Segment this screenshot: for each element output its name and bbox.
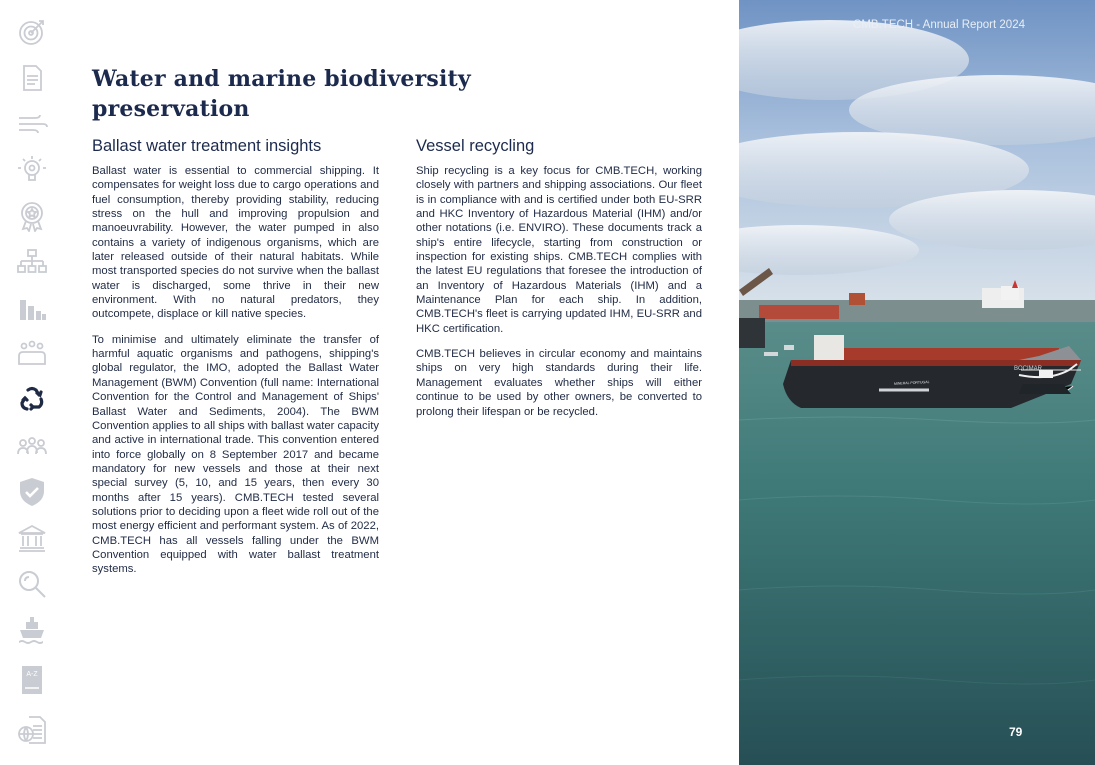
section-heading: Vessel recycling bbox=[416, 137, 535, 155]
hull-name: MINERAL PORTUGAL bbox=[894, 380, 930, 386]
shield-check-icon[interactable] bbox=[14, 474, 50, 510]
globe-document-icon[interactable] bbox=[14, 712, 50, 748]
paragraph: CMB.TECH believes in circular economy and maintains ships on very high standards during their life. Management evaluates whether ships will either continue to be used by other owners, be converted to prolong their lifespan or be recycled. bbox=[416, 348, 702, 418]
running-header: CMB.TECH - Annual Report 2024 bbox=[853, 19, 1025, 31]
wind-icon[interactable] bbox=[14, 106, 50, 142]
ship-photo bbox=[739, 0, 1095, 765]
org-chart-icon[interactable] bbox=[14, 244, 50, 280]
people-group-icon[interactable] bbox=[14, 336, 50, 372]
ship-icon[interactable] bbox=[14, 612, 50, 648]
target-icon[interactable] bbox=[14, 14, 50, 50]
section-heading: Ballast water treatment insights bbox=[92, 137, 322, 155]
page-title: Water and marine biodiversity preservation bbox=[92, 66, 471, 122]
paragraph: To minimise and ultimately eliminate the transfer of harmful aquatic organisms and pathogens, shipping's global regulator, the IMO, adopted the Ballast Water Management (BWM) Convention (full name: International Convention for the Control and Management of Ships' Ballast Water and Sediments, 2004). The BWM Convention applies to all ships with ballast water capacity and active in international trade. This convention entered into force globally on 8 September 2017 and became mandatory for new vessels and those at their next special survey (5, 10, and 15 years, then every 30 months after 15 years). CMB.TECH tested several solutions prior to deciding upon a fleet wide roll out of the most energy efficient and performant system. As of 2022, CMB.TECH has all vessels falling under the BWM Convention equipped with water ballast treatment systems. bbox=[92, 333, 379, 576]
paragraph: Ballast water is essential to commercial shipping. It compensates for weight loss due to cargo operations and fuel consumption, thereby providing stability, reducing stress on the hull and improving propulsion and manoeuvrability. However, the water pumped in also contains a variety of indigenous organisms, which are later released outside of their natural habitats. While most transported species do not survive when the ballast water is discharged, some thrive in their new environment. With no natural predators, they outcompete, displace or kill native species. bbox=[92, 165, 379, 321]
recycle-icon[interactable] bbox=[14, 382, 50, 418]
search-icon[interactable] bbox=[14, 566, 50, 602]
ballast-water-section bbox=[92, 136, 379, 588]
vessel-recycling-section bbox=[416, 136, 702, 430]
document-icon[interactable] bbox=[14, 60, 50, 96]
bank-icon[interactable] bbox=[14, 520, 50, 556]
team-icon[interactable] bbox=[14, 428, 50, 464]
glossary-label: A-Z bbox=[26, 671, 38, 678]
sidebar-nav bbox=[0, 0, 66, 765]
ship-photo-illustration bbox=[739, 0, 1095, 765]
award-icon[interactable] bbox=[14, 198, 50, 234]
glossary-icon[interactable] bbox=[14, 662, 50, 698]
lightbulb-icon[interactable] bbox=[14, 152, 50, 188]
bar-chart-icon[interactable] bbox=[14, 290, 50, 326]
page-number: 79 bbox=[1009, 725, 1023, 739]
paragraph: Ship recycling is a key focus for CMB.TECH, working closely with partners and shipping associations. Our fleet is in compliance with and is certified under both EU-SRR and HKC Inventory of Hazardous Material (IHM) and/or other notations (i.e. ENVIRO). These documents track a ship's entire lifecycle, starting from construction or inspection for existing ships. CMB.TECH complies with the latest EU regulations that foresee the introduction of an Inventory of Hazardous Materials (IHM) and a Maintenance Plan for each ship. In addition, CMB.TECH's fleet is carrying updated IHM, EU-SRR and HKC certification. bbox=[416, 165, 702, 335]
hull-side-text: BOCIMAR bbox=[1014, 366, 1043, 372]
